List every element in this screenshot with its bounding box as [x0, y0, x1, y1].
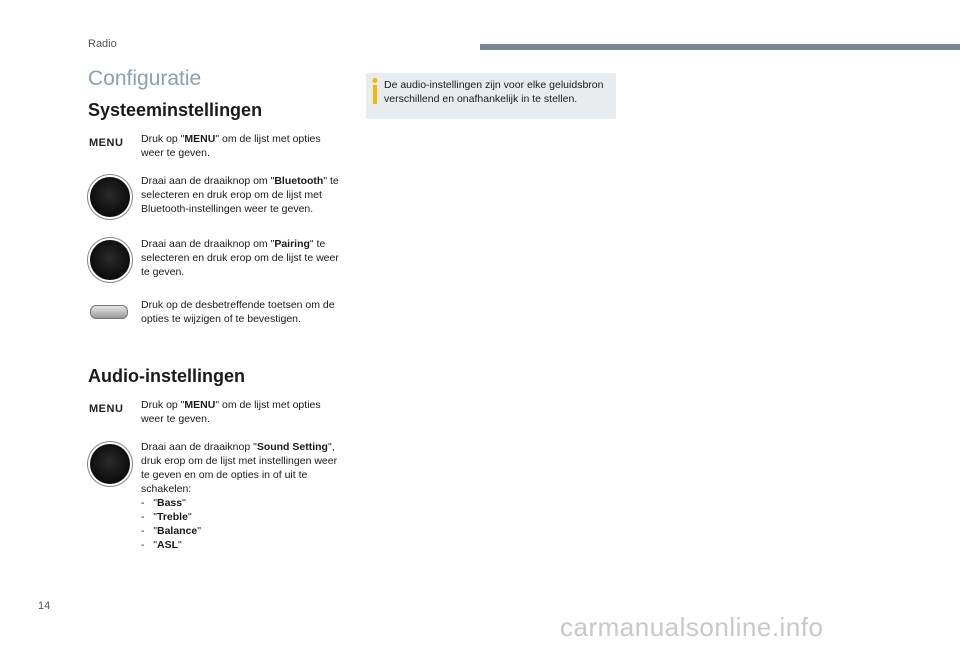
option-quote: "	[153, 539, 157, 551]
system-step-3	[141, 237, 341, 279]
info-note-text: De audio-instellingen zijn voor elke geluidsbron verschillend en onafhankelijk in te stellen.	[384, 79, 604, 105]
menu-button-icon: MENU	[89, 137, 124, 149]
system-step-2	[141, 174, 341, 216]
header-bar	[480, 44, 960, 50]
watermark: carmanualsonline.info	[560, 612, 824, 642]
step-keyword: Pairing	[274, 238, 310, 250]
audio-step-2	[141, 440, 341, 552]
system-step-4: Druk op de desbetreffende toetsen om de opties te wijzigen of te bevestigen.	[141, 299, 335, 325]
step-text: " te selecteren en druk erop om de lijst met Bluetooth-instellingen weer te geven.	[141, 175, 339, 215]
step-text: " om de lijst met opties weer te geven.	[141, 133, 321, 159]
audio-settings-heading: Audio-instellingen	[88, 366, 245, 386]
step-text: Draai aan de draaiknop "	[141, 441, 257, 453]
section-label: Radio	[88, 38, 117, 50]
option-quote: "	[187, 511, 192, 523]
option-label: Treble	[157, 511, 188, 523]
step-text: ", druk erop om de lijst met instellingen weer te geven en om de opties in of uit te schakelen:	[141, 441, 338, 495]
step-text: " te selecteren en druk erop om de lijst te weer te geven.	[141, 238, 339, 278]
step-text: Druk op "	[141, 399, 185, 411]
option-dash: -	[141, 539, 145, 551]
option-dash: -	[141, 525, 145, 537]
step-text: Draai aan de draaiknop om "	[141, 175, 275, 187]
option-item	[141, 510, 341, 524]
step-keyword: MENU	[184, 133, 216, 145]
system-settings-heading: Systeeminstellingen	[88, 100, 263, 120]
rotary-knob-icon	[90, 444, 130, 484]
rotary-knob-icon	[90, 240, 130, 280]
rotary-knob-icon	[90, 177, 130, 217]
step-keyword: Bluetooth	[274, 175, 324, 187]
page-number: 14	[38, 600, 51, 612]
option-item	[141, 538, 341, 552]
option-item	[141, 496, 341, 510]
option-dash: -	[141, 511, 145, 523]
audio-step-1	[141, 398, 341, 426]
step-text: Druk op "	[141, 133, 185, 145]
option-item	[141, 524, 341, 538]
option-label: Bass	[157, 497, 183, 509]
option-quote: "	[153, 497, 157, 509]
system-step-1	[141, 132, 341, 160]
step-keyword: MENU	[184, 399, 216, 411]
option-dash: -	[141, 497, 145, 509]
step-text: Draai aan de draaiknop om "	[141, 238, 275, 250]
page-title: Configuratie	[88, 67, 202, 90]
menu-button-icon: MENU	[89, 403, 124, 415]
step-keyword: Sound Setting	[256, 441, 328, 453]
option-quote: "	[197, 525, 202, 537]
info-icon	[371, 77, 379, 105]
option-quote: "	[182, 497, 186, 509]
option-label: Balance	[157, 525, 198, 537]
option-label: ASL	[157, 539, 178, 551]
option-quote: "	[153, 511, 157, 523]
option-quote: "	[153, 525, 157, 537]
option-quote: "	[178, 539, 182, 551]
step-text: " om de lijst met opties weer te geven.	[141, 399, 321, 425]
button-key-icon	[90, 305, 128, 319]
